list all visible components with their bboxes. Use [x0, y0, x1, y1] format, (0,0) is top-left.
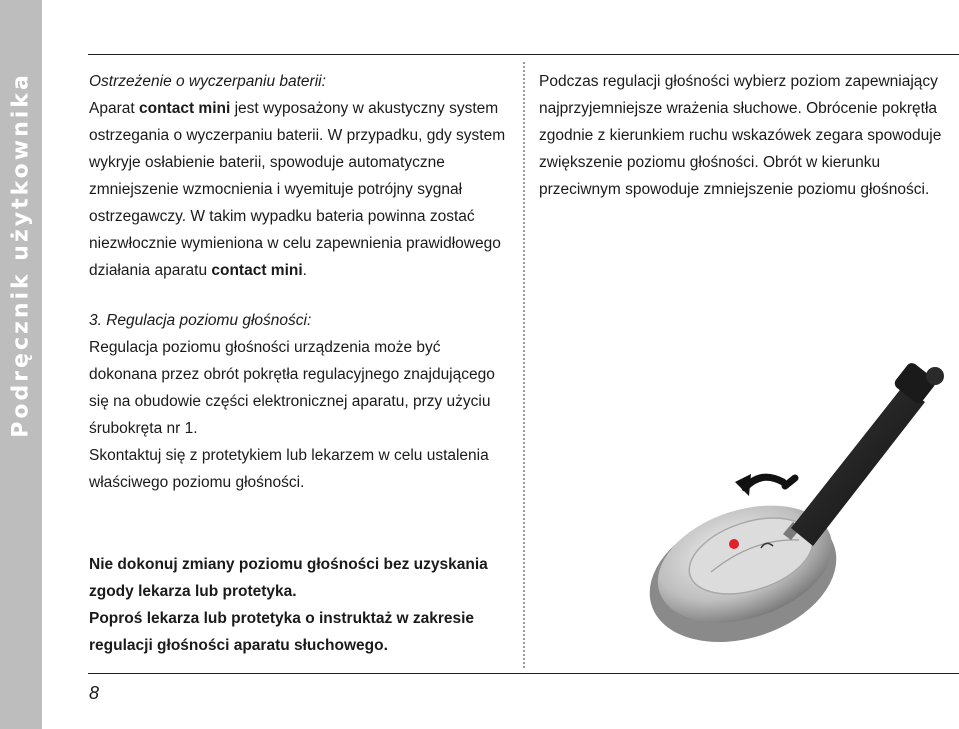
rotate-arrow-icon [735, 474, 795, 496]
volume-heading: 3. Regulacja poziomu głośności: [89, 312, 312, 329]
brand-name-2: contact mini [211, 262, 303, 279]
bottom-rule [88, 673, 959, 674]
battery-paragraph [89, 95, 509, 284]
volume-paragraph-2: Skontaktuj się z protetykiem lub lekarzem w celu ustalenia właściwego poziomu głośności. [89, 447, 489, 491]
sidebar [0, 0, 42, 729]
hearing-aid-illustration [633, 358, 955, 658]
sidebar-title: Podręcznik użytkownika [8, 72, 34, 438]
battery-text-end: . [302, 262, 307, 279]
volume-paragraph-1: Regulacja poziomu głośności urządzenia może być dokonana przez obrót pokrętła regulacyjnego znajdującego się na obudowie części elektronicznej aparatu, przy użyciu śrubokręta nr 1. [89, 339, 495, 437]
brand-name: contact mini [138, 100, 231, 117]
warning-line-2: Poproś lekarza lub protetyka o instruktaż w zakresie regulacji głośności aparatu słuchowego. [89, 610, 475, 654]
screwdriver-icon [783, 361, 944, 546]
top-rule [88, 54, 959, 55]
warning-line-1: Nie dokonuj zmiany poziomu głośności bez uzyskania zgody lekarza lub protetyka. [89, 556, 488, 600]
right-column [539, 68, 954, 203]
left-column [89, 68, 509, 496]
volume-instructions: Podczas regulacji głośności wybierz poziom zapewniający najprzyjemniejsze wrażenia słuchowe. Obrócenie pokrętła zgodnie z kierunkiem ruchu wskazówek zegara spowoduje zwiększenie poziomu głośności. Obrót w kierunku przeciwnym spowoduje zmniejszenie poziomu głośności. [539, 73, 942, 198]
page-number: 8 [89, 683, 100, 703]
battery-text-b: jest wyposażony w akustyczny system ostrzegania o wyczerpaniu baterii. W przypadku, gdy system wykryje osłabienie baterii, spowoduje automatyczne zmniejszenie wzmocnienia i wyemituje potrójny sygnał ostrzegawczy. W takim wypadku bateria powinna zostać niezwłocznie wymieniona w celu zapewnienia prawidłowego działania aparatu [89, 100, 506, 279]
warning-box [89, 551, 514, 659]
battery-heading: Ostrzeżenie o wyczerpaniu baterii: [89, 73, 326, 90]
column-divider [523, 62, 525, 668]
battery-text-a: Aparat [89, 100, 139, 117]
red-dot-icon [729, 539, 739, 549]
